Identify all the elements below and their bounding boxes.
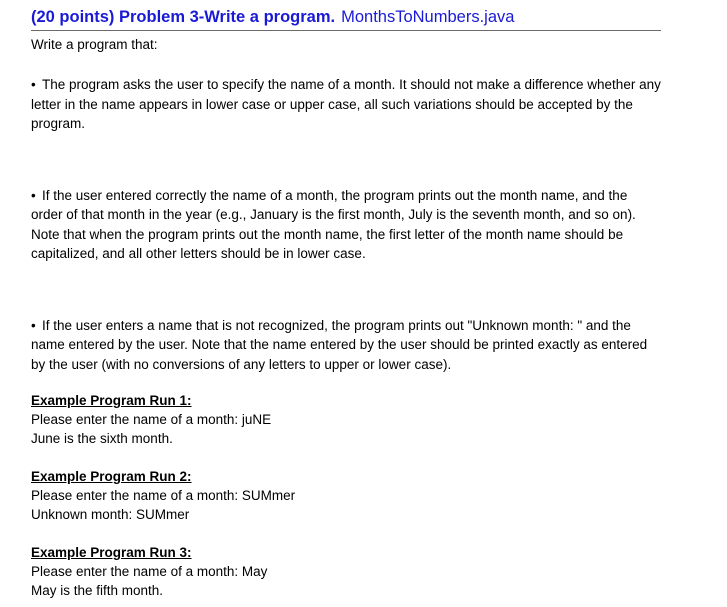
- bullet-marker: •: [31, 77, 36, 92]
- example-run-3: [31, 543, 661, 600]
- example-line: Unknown month: SUMmer: [31, 507, 190, 522]
- example-line: Please enter the name of a month: May: [31, 564, 268, 579]
- problem-filename: MonthsToNumbers.java: [341, 8, 515, 26]
- example-run-2: [31, 467, 661, 524]
- bullet-item: [31, 186, 661, 264]
- example-line: June is the sixth month.: [31, 431, 173, 446]
- example-line: Please enter the name of a month: SUMmer: [31, 488, 296, 503]
- bullet-marker: •: [31, 187, 36, 203]
- example-heading: Example Program Run 1:: [31, 393, 192, 408]
- bullet-marker: •: [31, 317, 36, 333]
- example-heading: Example Program Run 2:: [31, 469, 192, 484]
- bullet-text: The program asks the user to specify the name of a month. It should not make a difference whether any letter in the name appears in lower case or upper case, all such variations should be accepted by the program.: [31, 77, 661, 131]
- problem-title: (20 points) Problem 3-Write a program.: [31, 8, 336, 26]
- example-line: Please enter the name of a month: juNE: [31, 412, 272, 427]
- example-heading: Example Program Run 3:: [31, 545, 192, 560]
- bullet-item: [31, 316, 661, 375]
- document-page: [31, 6, 661, 600]
- bullet-text: If the user entered correctly the name of a month, the program prints out the month name, and the order of that month in the year (e.g., January is the first month, July is the seventh month, and so on). Note that when the program prints out the month name, the first letter of the month name should be capitalized, and all other letters should be in lower case.: [31, 187, 636, 261]
- example-run-1: [31, 391, 661, 448]
- bullet-item: [31, 75, 661, 134]
- bullet-text: If the user enters a name that is not recognized, the program prints out "Unknown month: " and the name entered by the user. Note that the name entered by the user should be printed exactly as entered by the user (with no conversions of any letters to upper or lower case).: [31, 317, 648, 372]
- intro-text: Write a program that:: [31, 37, 158, 52]
- example-line: May is the fifth month.: [31, 583, 164, 598]
- problem-header: [31, 6, 661, 31]
